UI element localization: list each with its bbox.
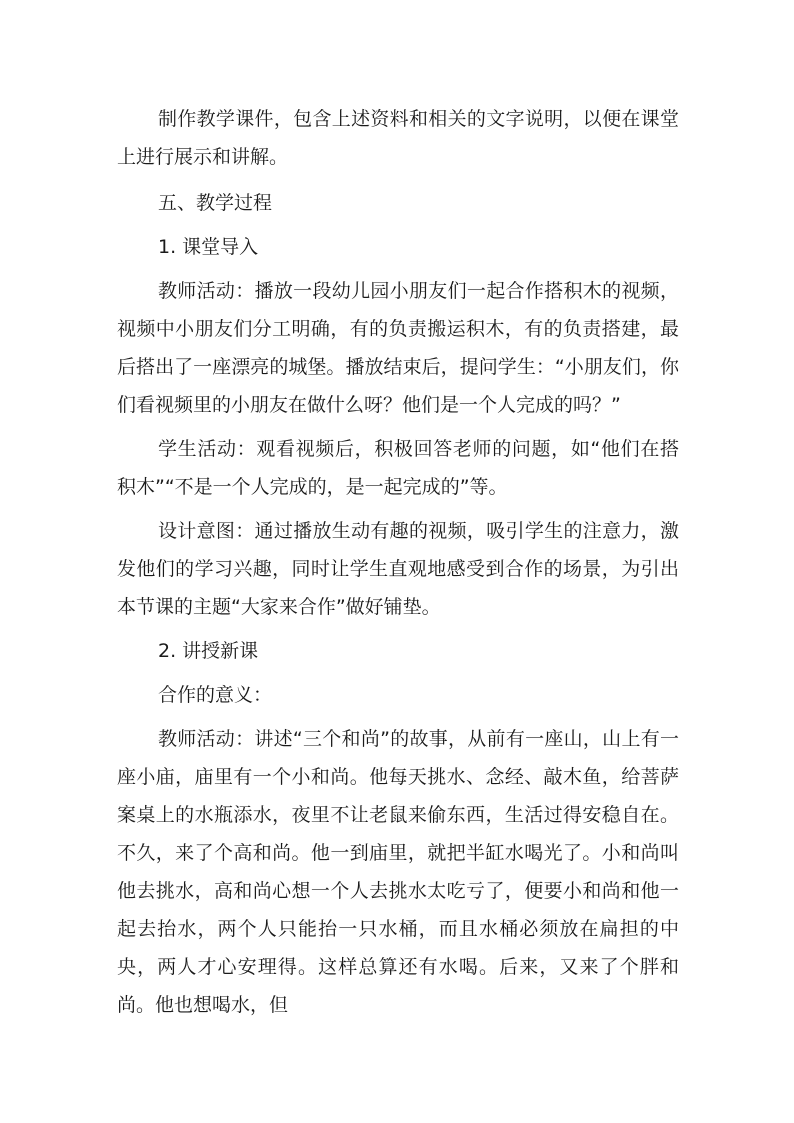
- subsection-heading-new-lesson: 2. 讲授新课: [158, 640, 259, 662]
- paragraph-courseware: 制作教学课件，包含上述资料和相关的文字说明，以便在课堂上进行展示和讲解。: [117, 108, 679, 168]
- subheading-meaning-of-cooperation: 合作的意义：: [158, 684, 273, 706]
- paragraph-teacher-activity-video: 教师活动：播放一段幼儿园小朋友们一起合作搭积木的视频，视频中小朋友们分工明确，有的负责搬运积木，有的负责搭建，最后搭出了一座漂亮的城堡。播放结束后，提问学生：“小朋友们，你们看视频里的小朋友在做什么呀？他们是一个人完成的吗？”: [117, 280, 679, 416]
- paragraph-student-activity: 学生活动：观看视频后，积极回答老师的问题，如“他们在搭积木”“不是一个人完成的，是一起完成的”等。: [117, 438, 679, 498]
- subsection-heading-introduction: 1. 课堂导入: [158, 236, 259, 258]
- document-body: [117, 100, 679, 1024]
- paragraph-three-monks-story: 教师活动：讲述“三个和尚”的故事，从前有一座山，山上有一座小庙，庙里有一个小和尚。他每天挑水、念经、敲木鱼，给菩萨案桌上的水瓶添水，夜里不让老鼠来偷东西，生活过得安稳自在。不久，来了个高和尚。他一到庙里，就把半缸水喝光了。小和尚叫他去挑水，高和尚心想一个人去挑水太吃亏了，便要小和尚和他一起去抬水，两个人只能抬一只水桶，而且水桶必须放在扁担的中央，两人才心安理得。这样总算还有水喝。后来，又来了个胖和尚。他也想喝水，但: [117, 728, 679, 1016]
- section-heading-teaching-process: 五、教学过程: [158, 192, 273, 214]
- paragraph-design-intent: 设计意图：通过播放生动有趣的视频，吸引学生的注意力，激发他们的学习兴趣，同时让学生直观地感受到合作的场景，为引出本节课的主题“大家来合作”做好铺垫。: [117, 520, 679, 618]
